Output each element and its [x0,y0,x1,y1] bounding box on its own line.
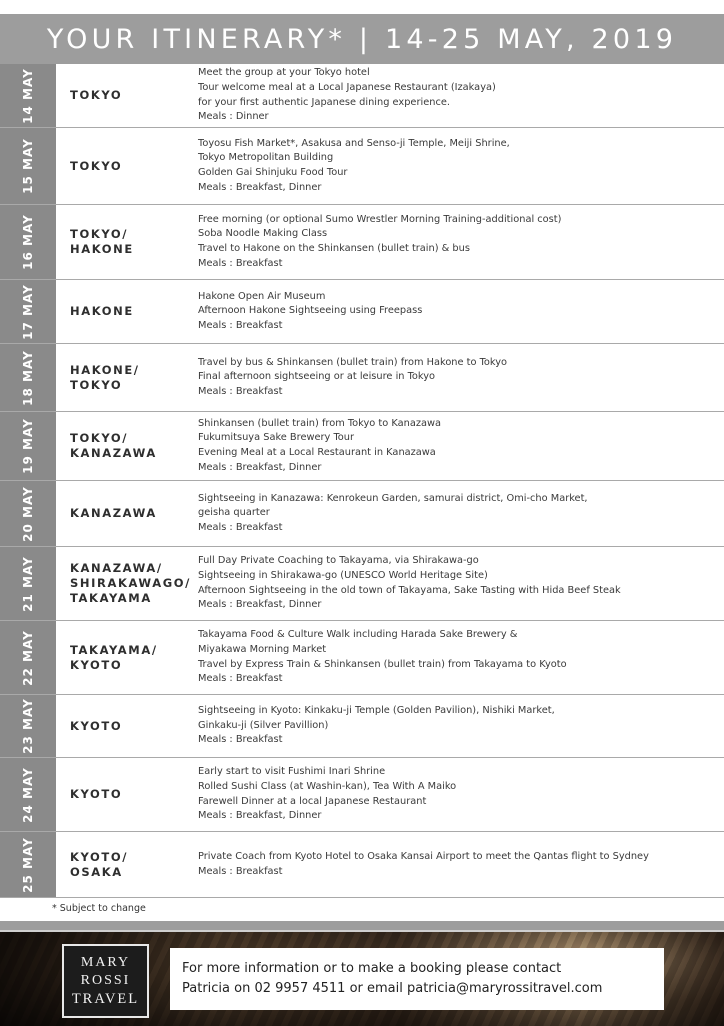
details-line: Meals : Breakfast [198,257,283,269]
city-name: OSAKA [70,864,123,879]
footer-divider [0,921,724,930]
details-line: Fukumitsuya Sake Brewery Tour [198,432,355,444]
details-line: Meet the group at your Tokyo hotel [198,67,370,79]
city-name: KYOTO/ [70,849,129,864]
details-line: Early start to visit Fushimi Inari Shrine [198,766,386,778]
city-name: KYOTO [70,787,123,801]
city-name: KYOTO [70,718,123,733]
itinerary-row [0,344,724,412]
itinerary-row [0,621,724,695]
details-line: Meals : Breakfast [198,734,283,746]
city-cell [70,832,192,897]
footnote: * Subject to change [52,903,146,914]
details-line: Full Day Private Coaching to Takayama, via Shirakawa-go [198,555,479,567]
details-line: Toyosu Fish Market*, Asakusa and Senso-ji Temple, Meiji Shrine, [198,137,510,149]
date-box [0,621,56,694]
details-line: Meals : Dinner [198,111,269,123]
title-bar [0,14,724,64]
date-label: 21 MAY [21,555,35,612]
itinerary-row [0,547,724,621]
details-cell [198,481,716,546]
city-cell [70,621,192,694]
city-name: HAKONE [70,304,134,318]
date-box [0,64,56,127]
details-line: Miyakawa Morning Market [198,643,327,655]
details-line: Sightseeing in Kanazawa: Kenrokeun Garden, samurai district, Omi-cho Market, [198,492,588,504]
city-cell [70,344,192,411]
city-name: TOKYO [70,377,123,392]
itinerary-row [0,412,724,481]
details-line: Sightseeing in Kyoto: Kinkaku-ji Temple (Golden Pavilion), Nishiki Market, [198,705,555,717]
details-line: Golden Gai Shinjuku Food Tour [198,167,348,178]
city-name: TOKYO [70,158,123,173]
details-line: Travel by bus & Shinkansen (bullet train) from Hakone to Tokyo [198,356,508,368]
itinerary-row [0,481,724,547]
details-line: Afternoon Hakone Sightseeing using Freepass [198,305,423,317]
city-name: TAKAYAMA/ [70,642,158,657]
date-label: 15 MAY [21,138,35,194]
details-cell [198,344,716,411]
contact-line-2: Patricia on 02 9957 4511 or email patricia@maryrossitravel.com [182,981,603,996]
date-box [0,547,56,620]
details-line: Soba Noodle Making Class [198,228,328,240]
date-box [0,832,56,897]
date-label: 25 MAY [21,836,35,893]
city-cell [70,481,192,546]
date-box [0,481,56,546]
contact-line-1: For more information or to make a booking please contact [182,961,562,976]
itinerary-row [0,695,724,758]
details-line: Meals : Breakfast [198,865,283,877]
city-name: KANAZAWA/ [70,561,163,575]
date-label: 23 MAY [21,698,35,754]
details-line: Private Coach from Kyoto Hotel to Osaka Kansai Airport to meet the Qantas flight to Sydney [198,850,649,862]
details-line: Hakone Open Air Museum [198,290,326,302]
itinerary-row [0,205,724,280]
date-box [0,205,56,279]
city-name: TAKAYAMA [70,591,152,605]
city-cell [70,758,192,831]
details-line: Meals : Breakfast, Dinner [198,810,322,822]
details-line: for your first authentic Japanese dining experience. [198,96,450,108]
itinerary-row [0,832,724,898]
details-cell [198,205,716,279]
date-label: 18 MAY [21,349,35,406]
itinerary-row [0,64,724,128]
city-cell [70,205,192,279]
details-line: Evening Meal at a Local Restaurant in Kanazawa [198,447,436,458]
date-label: 24 MAY [21,766,35,823]
date-label: 17 MAY [21,283,35,340]
itinerary-row [0,128,724,205]
city-cell [70,547,192,620]
date-box [0,412,56,480]
details-line: Meals : Breakfast [198,521,283,533]
date-box [0,128,56,204]
details-line: Meals : Breakfast [198,319,283,331]
details-cell [198,832,716,897]
city-cell [70,412,192,480]
page-title: YOUR ITINERARY* | 14-25 MAY, 2019 [46,23,678,55]
itinerary-row [0,280,724,344]
details-cell [198,64,716,127]
details-line: Meals : Breakfast [198,385,283,397]
details-line: Meals : Breakfast, Dinner [198,599,322,611]
city-name: SHIRAKAWAGO/ [70,576,191,590]
date-box [0,695,56,757]
details-line: Meals : Breakfast [198,673,283,685]
details-line: Meals : Breakfast, Dinner [198,181,322,193]
details-line: geisha quarter [198,507,270,519]
details-line: Afternoon Sightseeing in the old town of Takayama, Sake Tasting with Hida Beef Steak [198,584,621,596]
city-name: TOKYO/ [70,431,129,445]
details-line: Tour welcome meal at a Local Japanese Restaurant (Izakaya) [198,81,496,93]
city-name: KANAZAWA [70,506,157,520]
city-cell [70,64,192,127]
date-label: 22 MAY [21,629,35,686]
details-line: Ginkaku-ji (Silver Pavillion) [198,719,329,731]
date-box [0,758,56,831]
details-cell [198,128,716,204]
details-line: Rolled Sushi Class (at Washin-kan), Tea With A Maiko [198,780,457,792]
city-cell [70,280,192,343]
details-cell [198,621,716,694]
city-name: TOKYO/ [70,227,129,241]
city-cell [70,695,192,757]
details-cell [198,280,716,343]
date-label: 14 MAY [21,67,35,124]
logo-line-3: TRAVEL [71,991,140,1007]
details-line: Tokyo Metropolitan Building [198,152,334,164]
details-cell [198,412,716,480]
date-box [0,344,56,411]
date-label: 19 MAY [21,418,35,474]
city-name: HAKONE/ [70,362,140,377]
details-line: Shinkansen (bullet train) from Tokyo to Kanazawa [198,417,441,429]
logo-line-2: ROSSI [80,973,131,988]
date-label: 20 MAY [21,485,35,542]
details-line: Free morning (or optional Sumo Wrestler Morning Training-additional cost) [198,213,562,225]
details-line: Takayama Food & Culture Walk including Harada Sake Brewery & [198,629,518,641]
details-line: Farewell Dinner at a local Japanese Restaurant [198,795,427,807]
details-line: Travel to Hakone on the Shinkansen (bullet train) & bus [198,243,470,254]
city-name: HAKONE [70,242,134,256]
contact-box [170,948,664,1010]
mary-rossi-travel-logo [62,944,149,1018]
itinerary-row [0,758,724,832]
details-cell [198,758,716,831]
details-line: Sightseeing in Shirakawa-go (UNESCO World Heritage Site) [198,569,488,581]
date-box [0,280,56,343]
city-name: KYOTO [70,657,123,672]
details-line: Meals : Breakfast, Dinner [198,461,322,473]
city-name: TOKYO [70,88,123,102]
details-cell [198,695,716,757]
footer-banner [0,930,724,1026]
logo-line-1: MARY [80,955,131,970]
city-cell [70,128,192,204]
details-line: Travel by Express Train & Shinkansen (bullet train) from Takayama to Kyoto [198,658,567,670]
details-cell [198,547,716,620]
city-name: KANAZAWA [70,446,157,460]
date-label: 16 MAY [21,214,35,270]
details-line: Final afternoon sightseeing or at leisure in Tokyo [198,371,436,383]
